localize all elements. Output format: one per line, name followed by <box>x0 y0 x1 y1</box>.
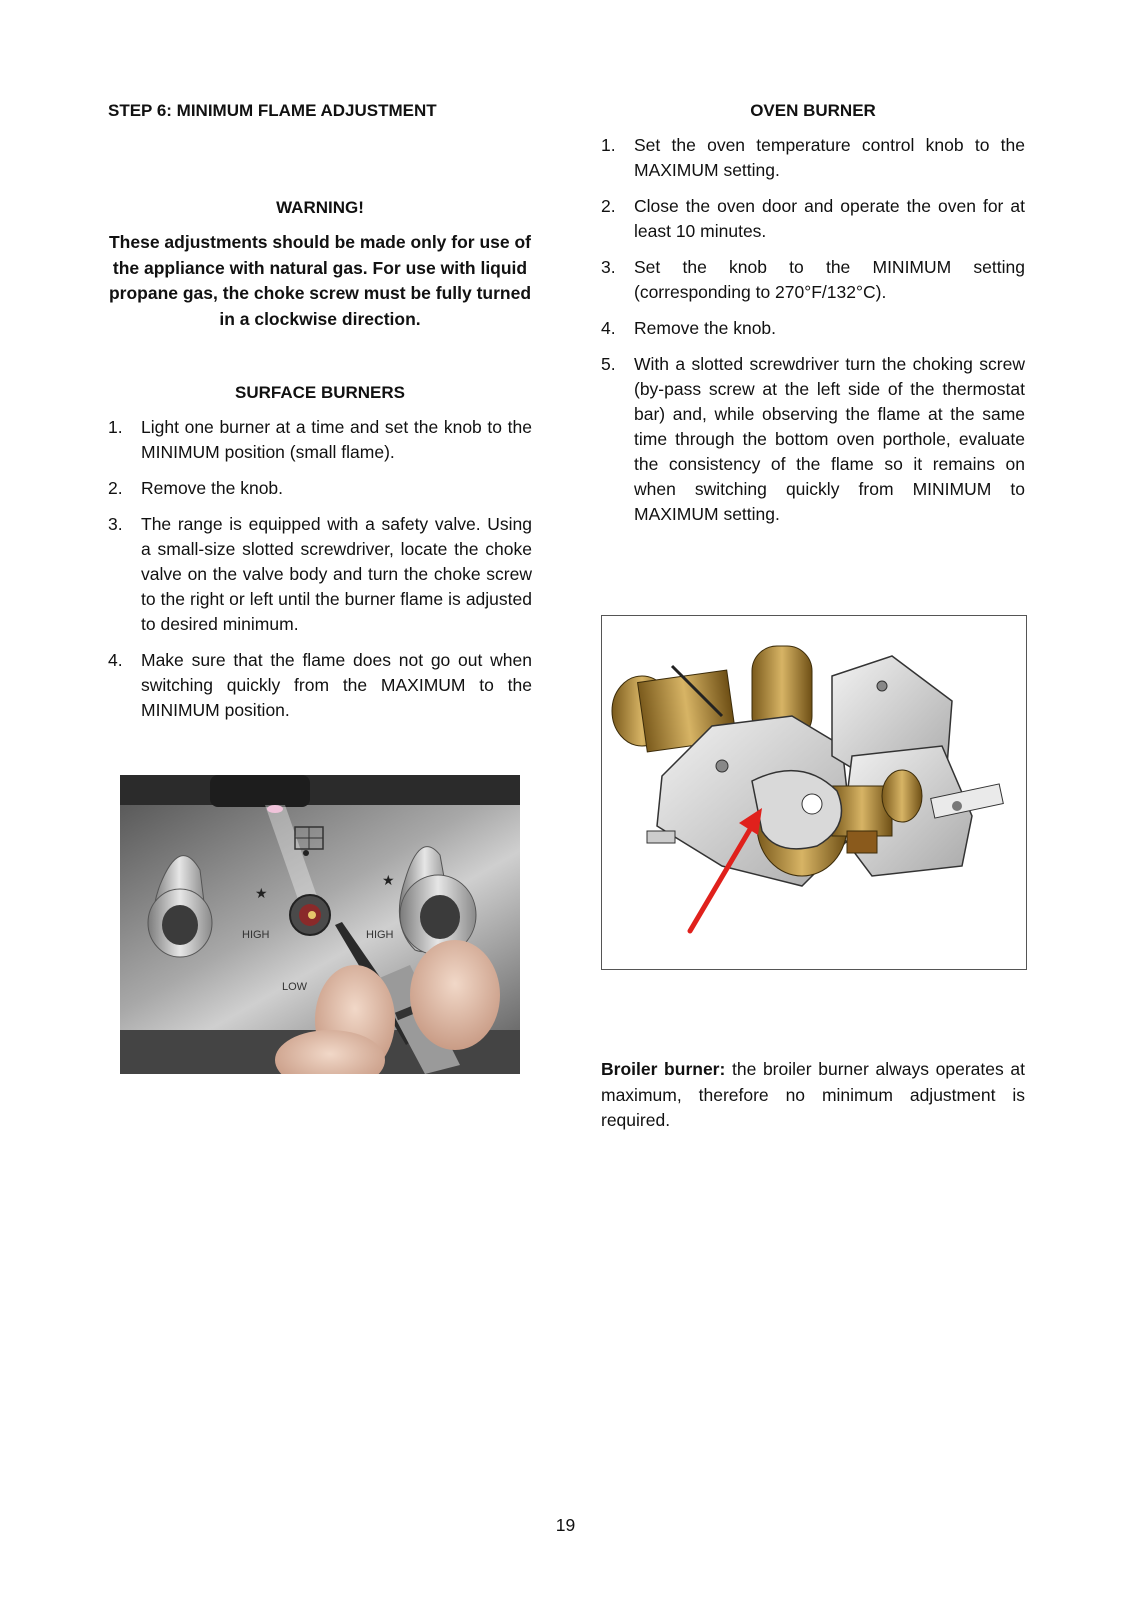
list-item: 1. Set the oven temperature control knob to the MAXIMUM setting. <box>601 135 1025 180</box>
list-item: 1. Light one burner at a time and set the knob to the MINIMUM position (small flame). <box>108 417 532 462</box>
broiler-text: the broiler burner always operates at maximum, therefore no minimum adjustment is required. <box>601 1059 1025 1130</box>
list-item: 5. With a slotted screwdriver turn the choking screw (by-pass screw at the left side of the thermostat bar) and, while observing the flame at the same time through the bottom oven porthole, evaluate the consistency of the flame so it remains on when switching quickly from MINIMUM to MAXIMUM setting. <box>601 354 1025 524</box>
list-item: 3. Set the knob to the MINIMUM setting (corresponding to 270°F/132°C). <box>601 257 1025 302</box>
broiler-label: Broiler burner: <box>601 1059 726 1079</box>
oven-valve-illustration <box>601 615 1027 970</box>
low-label: LOW <box>282 981 308 993</box>
list-item: 2. Remove the knob. <box>108 478 284 498</box>
list-item: 3. The range is equipped with a safety valve. Using a small-size slotted screwdriver, locate the choke valve on the valve body and turn the choke screw to the right or left until the burner flame is adjusted to desired minimum. <box>108 514 532 634</box>
oven-steps-list <box>601 133 1025 527</box>
svg-text:★: ★ <box>255 886 268 902</box>
list-item: 4. Remove the knob. <box>601 318 777 338</box>
broiler-note <box>601 1057 1025 1134</box>
high-label: HIGH <box>366 929 394 941</box>
surface-burners-title: SURFACE BURNERS <box>234 383 406 402</box>
left-column <box>108 98 532 734</box>
surface-burner-photo <box>120 775 520 1074</box>
svg-text:★: ★ <box>382 873 395 889</box>
list-item: 2. Close the oven door and operate the oven for at least 10 minutes. <box>601 196 1025 241</box>
list-item: 4. Make sure that the flame does not go out when switching quickly from the MAXIMUM to the MINIMUM position. <box>108 650 532 720</box>
warning-title: WARNING! <box>276 198 364 217</box>
warning-body: These adjustments should be made only for use of the appliance with natural gas. For use with liquid propane gas, the choke screw must be fully turned in a clockwise direction. <box>108 232 532 329</box>
step-title: STEP 6: MINIMUM FLAME ADJUSTMENT <box>108 101 437 120</box>
right-column <box>601 98 1025 538</box>
oven-burner-title: OVEN BURNER <box>750 101 876 120</box>
page-number: 19 <box>555 1515 576 1535</box>
surface-steps-list <box>108 415 532 723</box>
high-label: HIGH <box>242 929 270 941</box>
